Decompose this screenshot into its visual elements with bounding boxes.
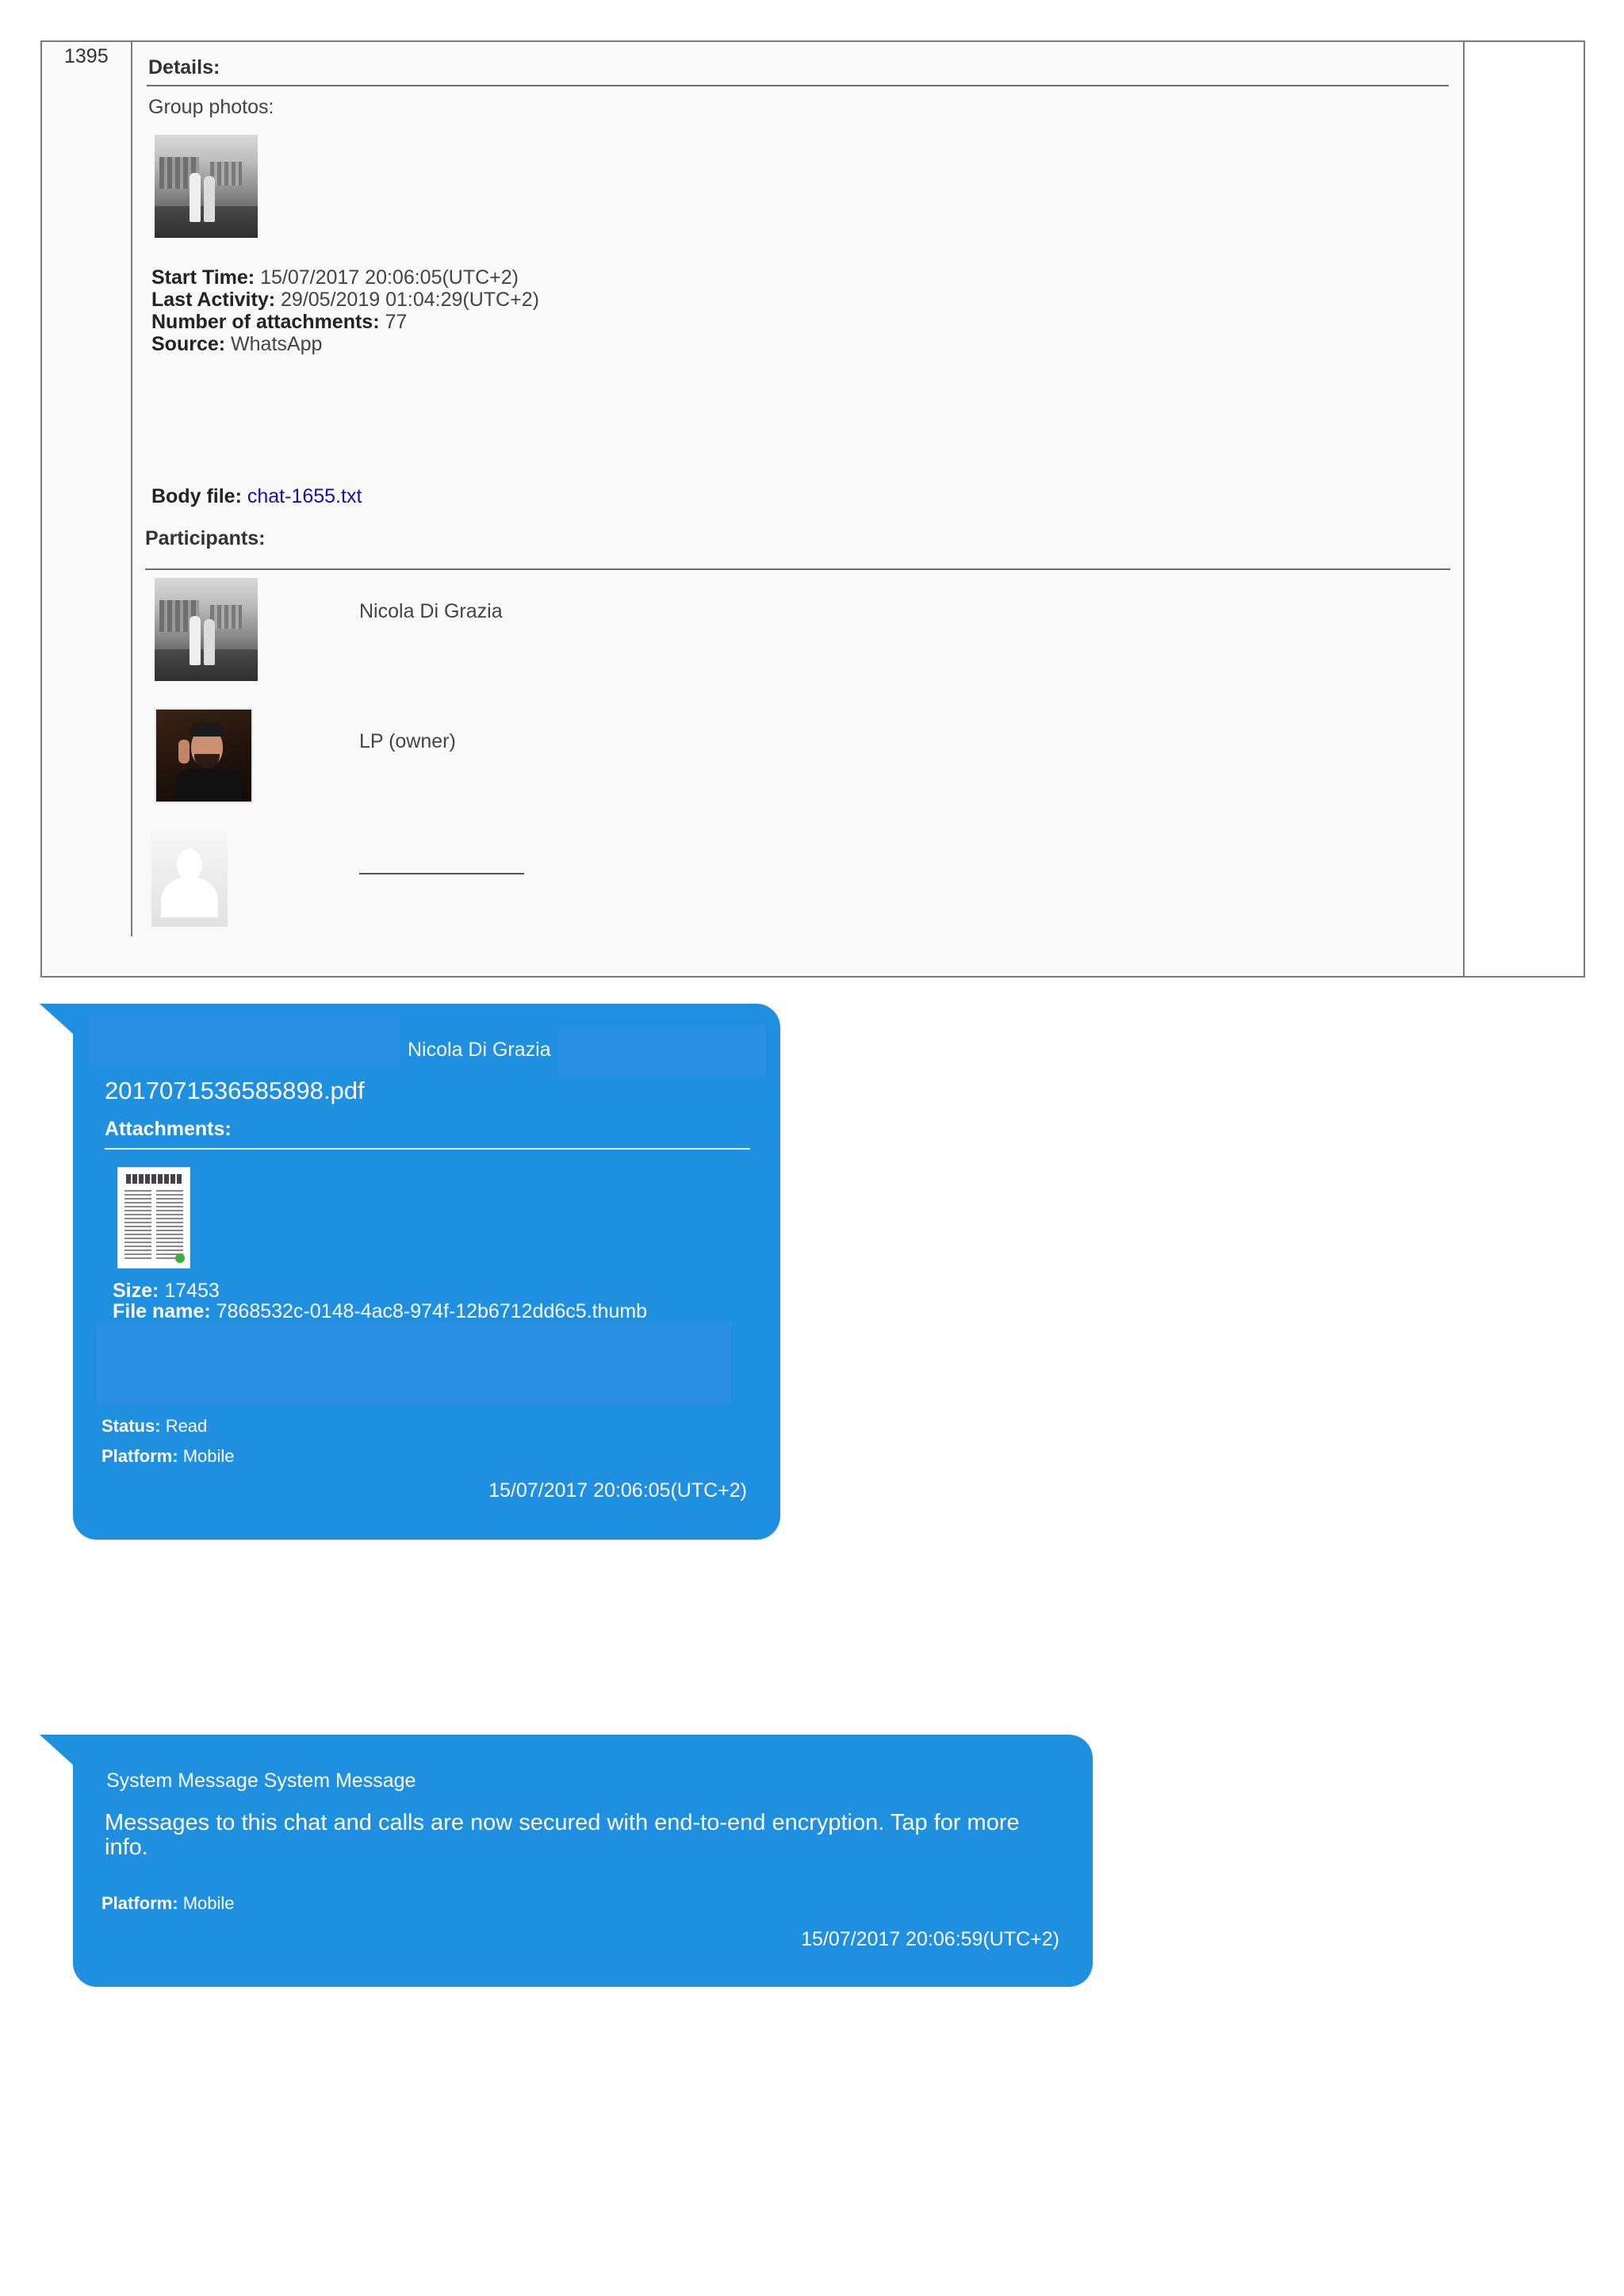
photo-person (204, 619, 215, 665)
last-activity-line (151, 289, 539, 312)
default-avatar-icon (151, 832, 228, 927)
message-timestamp: 15/07/2017 20:06:59(UTC+2) (801, 1928, 1059, 1950)
details-header: Details: (148, 56, 220, 78)
attachments-count-line (151, 311, 407, 334)
message-text: Messages to this chat and calls are now secured with end-to-end encryption. Tap for more info. (105, 1810, 1020, 1860)
attachments-divider (105, 1148, 750, 1150)
message-platform (102, 1893, 235, 1914)
photo-person (190, 616, 201, 665)
photo-person (190, 173, 201, 222)
group-photos-label: Group photos: (148, 96, 274, 118)
participant-name: LP (owner) (359, 730, 456, 752)
participant-name: Nicola Di Grazia (359, 600, 503, 622)
size-label: Size: (113, 1280, 159, 1302)
attachments-count-value: 77 (385, 311, 408, 333)
message-bubble[interactable] (73, 1004, 780, 1540)
participant-name-blank (359, 873, 524, 874)
message-bubble[interactable] (73, 1735, 1093, 1987)
message-filename: 2017071536585898.pdf (105, 1077, 365, 1104)
thumbnail-text-column (156, 1190, 183, 1261)
status-value: Read (165, 1416, 208, 1436)
source-label: Source: (151, 333, 226, 355)
participant-avatar[interactable] (155, 708, 253, 803)
body-file-label: Body file: (151, 485, 242, 507)
group-photo[interactable] (155, 135, 258, 238)
participant-avatar[interactable] (155, 578, 258, 681)
body-file-line (151, 485, 362, 508)
photo-body (175, 768, 242, 803)
attachment-file-name (113, 1300, 647, 1323)
attachments-count-label: Number of attachments: (151, 311, 380, 333)
last-activity-value: 29/05/2019 01:04:29(UTC+2) (281, 289, 539, 311)
platform-label: Platform: (102, 1893, 178, 1913)
thumbnail-logo (175, 1253, 185, 1263)
photo-person (204, 176, 215, 222)
participants-divider (145, 568, 1450, 570)
body-shade (97, 1322, 731, 1403)
photo-hair (190, 722, 224, 737)
start-time-label: Start Time: (151, 266, 255, 289)
start-time-value: 15/07/2017 20:06:05(UTC+2) (260, 266, 519, 289)
attachment-size (113, 1280, 220, 1303)
thumbnail-text-column (124, 1190, 151, 1261)
size-value: 17453 (164, 1280, 220, 1302)
header-shade (558, 1026, 766, 1077)
participants-header: Participants: (145, 527, 266, 549)
avatar-head (177, 849, 202, 881)
photo-hand (178, 740, 190, 763)
message-sender: System Message System Message (106, 1770, 416, 1792)
platform-value: Mobile (182, 1893, 235, 1913)
message-sender: Nicola Di Grazia (408, 1039, 551, 1061)
start-time-line (151, 266, 519, 289)
last-activity-label: Last Activity: (151, 289, 276, 311)
file-name-label: File name: (113, 1300, 211, 1322)
chat-record-table (40, 40, 1585, 978)
status-label: Status: (102, 1416, 161, 1436)
attachments-label: Attachments: (105, 1118, 232, 1140)
empty-cell (1465, 42, 1584, 976)
message-status (102, 1416, 207, 1437)
record-details-cell (132, 42, 1463, 976)
photo-beard (194, 754, 220, 768)
document-thumbnail[interactable] (117, 1167, 190, 1269)
source-value: WhatsApp (231, 333, 323, 355)
message-timestamp: 15/07/2017 20:06:05(UTC+2) (488, 1479, 747, 1502)
header-shade (89, 1015, 400, 1066)
body-file-link[interactable]: chat-1655.txt (247, 485, 362, 507)
platform-label: Platform: (102, 1446, 178, 1466)
details-divider (147, 85, 1449, 86)
photo-building (210, 605, 242, 629)
file-name-value: 7868532c-0148-4ac8-974f-12b6712dd6c5.thumb (216, 1300, 648, 1322)
source-line (151, 333, 322, 356)
platform-value: Mobile (182, 1446, 235, 1466)
record-id-cell (42, 42, 131, 976)
thumbnail-heading (126, 1174, 182, 1184)
photo-building (210, 162, 242, 186)
avatar-body (161, 878, 218, 917)
record-id: 1395 (64, 45, 109, 67)
message-platform (102, 1446, 235, 1467)
